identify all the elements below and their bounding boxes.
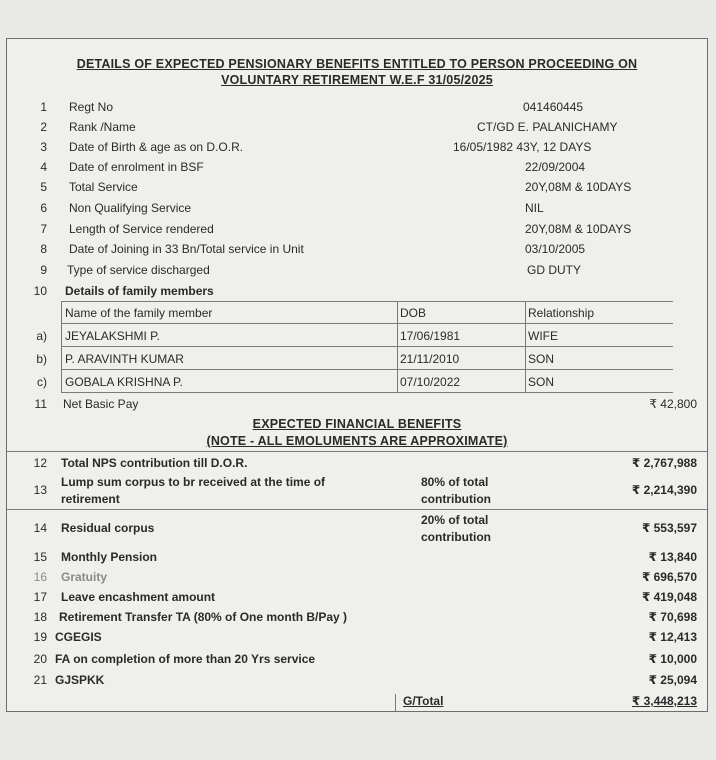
section-note: (NOTE - ALL EMOLUMENTS ARE APPROXIMATE) [206, 434, 508, 448]
document-title-line1: DETAILS OF EXPECTED PENSIONARY BENEFITS ENTITLED TO PERSON PROCEEDING ON [76, 57, 638, 71]
benefit-label: Gratuity [61, 570, 108, 584]
benefit-number: 21 [33, 673, 47, 687]
benefit-label: FA on completion of more than 20 Yrs service [55, 652, 316, 666]
detail-row [7, 117, 707, 137]
benefit-amount: ₹ 696,570 [641, 570, 697, 584]
benefit-amount: ₹ 25,094 [648, 673, 697, 687]
benefit-amount: ₹ 419,048 [641, 590, 697, 604]
detail-number: 10 [33, 284, 47, 298]
family-member-row [7, 326, 707, 346]
document-page [6, 38, 708, 712]
benefit-number: 12 [33, 456, 47, 470]
detail-row [7, 157, 707, 177]
family-member-row [7, 349, 707, 369]
family-member-dob: 17/06/1981 [400, 329, 461, 343]
detail-value: 03/10/2005 [525, 242, 586, 256]
detail-label: Total Service [69, 180, 138, 194]
benefit-label: Monthly Pension [61, 550, 157, 564]
benefit-basis-line1: 80% of total [421, 475, 489, 489]
detail-value: NIL [525, 201, 544, 215]
benefit-amount: ₹ 12,413 [648, 630, 697, 644]
benefit-label: Retirement Transfer TA (80% of One month B/Pay ) [59, 610, 348, 624]
benefit-number: 13 [33, 483, 47, 497]
family-member-relationship: WIFE [528, 329, 558, 343]
benefit-row [7, 567, 707, 587]
benefit-label: Leave encashment amount [61, 590, 216, 604]
detail-value: 22/09/2004 [525, 160, 586, 174]
benefit-amount: ₹ 70,698 [648, 610, 697, 624]
net-basic-pay-row [7, 394, 707, 414]
detail-value: 16/05/1982 43Y, 12 DAYS [453, 140, 592, 154]
detail-label: Rank /Name [69, 120, 136, 134]
detail-label: Non Qualifying Service [69, 201, 192, 215]
detail-number: 9 [40, 263, 47, 277]
benefit-row [7, 547, 707, 567]
detail-number: 7 [40, 222, 47, 236]
detail-number: 3 [40, 140, 47, 154]
benefit-row [7, 670, 707, 690]
detail-value: CT/GD E. PALANICHAMY [477, 120, 618, 134]
family-member-row [7, 372, 707, 392]
detail-value: 20Y,08M & 10DAYS [525, 222, 632, 236]
family-member-dob: 07/10/2022 [400, 375, 461, 389]
benefit-number: 17 [33, 590, 47, 604]
detail-label: Length of Service rendered [69, 222, 214, 236]
benefit-amount: ₹ 553,597 [641, 521, 697, 535]
benefit-number: 16 [33, 570, 47, 584]
benefit-label-line2: retirement [61, 492, 120, 506]
detail-label: Date of Birth & age as on D.O.R. [69, 140, 244, 154]
detail-row [7, 219, 707, 239]
benefit-row [7, 511, 707, 547]
benefit-number: 14 [33, 521, 47, 535]
benefit-amount: ₹ 2,214,390 [631, 483, 697, 497]
benefit-row [7, 649, 707, 669]
net-basic-pay-amount: ₹ 42,800 [649, 397, 697, 411]
family-member-name: P. ARAVINTH KUMAR [65, 352, 184, 366]
document-title-line2: VOLUNTARY RETIREMENT W.E.F 31/05/2025 [221, 73, 493, 87]
detail-row [7, 198, 707, 218]
family-member-name: JEYALAKSHMI P. [65, 329, 160, 343]
benefit-basis-line1: 20% of total [421, 513, 489, 527]
detail-row [7, 177, 707, 197]
detail-value: GD DUTY [527, 263, 581, 277]
benefit-amount: ₹ 2,767,988 [631, 456, 697, 470]
benefit-label-line1: Lump sum corpus to br received at the time of [61, 475, 326, 489]
grand-total-row [7, 691, 707, 711]
family-name-header: Name of the family member [65, 306, 213, 320]
family-member-name: GOBALA KRISHNA P. [65, 375, 183, 389]
detail-row [7, 260, 707, 280]
detail-label: Type of service discharged [67, 263, 210, 277]
family-dob-header: DOB [400, 306, 427, 320]
detail-label: Date of enrolment in BSF [69, 160, 204, 174]
grand-total-label: G/Total [403, 694, 444, 708]
benefit-basis-line2: contribution [421, 530, 491, 544]
benefit-row [7, 453, 707, 473]
family-member-id: c) [37, 375, 47, 389]
benefit-row [7, 473, 707, 509]
family-member-id: a) [36, 329, 47, 343]
detail-row [7, 137, 707, 157]
benefit-label: Residual corpus [61, 521, 155, 535]
detail-label: Details of family members [65, 284, 214, 298]
family-member-relationship: SON [528, 375, 555, 389]
benefit-row [7, 587, 707, 607]
benefit-number: 18 [33, 610, 47, 624]
detail-row [7, 239, 707, 259]
benefit-number: 20 [33, 652, 47, 666]
detail-number: 4 [40, 160, 47, 174]
detail-label: Regt No [69, 100, 114, 114]
net-basic-pay-label: Net Basic Pay [63, 397, 139, 411]
detail-number: 5 [40, 180, 47, 194]
detail-row [7, 281, 707, 301]
section-title: EXPECTED FINANCIAL BENEFITS [252, 417, 462, 431]
benefit-label: Total NPS contribution till D.O.R. [61, 456, 248, 470]
family-relationship-header: Relationship [528, 306, 595, 320]
benefit-amount: ₹ 13,840 [648, 550, 697, 564]
benefit-number: 19 [33, 630, 47, 644]
net-basic-pay-number: 11 [34, 397, 47, 411]
detail-number: 1 [40, 100, 47, 114]
family-member-id: b) [36, 352, 47, 366]
detail-label: Date of Joining in 33 Bn/Total service in Unit [69, 242, 304, 256]
family-header-row [7, 303, 707, 323]
family-member-relationship: SON [528, 352, 555, 366]
detail-row [7, 97, 707, 117]
benefit-label: CGEGIS [55, 630, 102, 644]
benefit-amount: ₹ 10,000 [648, 652, 697, 666]
family-member-dob: 21/11/2010 [400, 352, 460, 366]
grand-total-amount: ₹ 3,448,213 [631, 694, 697, 708]
benefit-number: 15 [33, 550, 47, 564]
benefit-row [7, 627, 707, 647]
detail-value: 20Y,08M & 10DAYS [525, 180, 632, 194]
detail-number: 2 [40, 120, 47, 134]
detail-number: 8 [40, 242, 47, 256]
benefit-row [7, 607, 707, 627]
benefit-label: GJSPKK [55, 673, 105, 687]
benefit-basis-line2: contribution [421, 492, 491, 506]
detail-value: 041460445 [523, 100, 584, 114]
detail-number: 6 [40, 201, 47, 215]
